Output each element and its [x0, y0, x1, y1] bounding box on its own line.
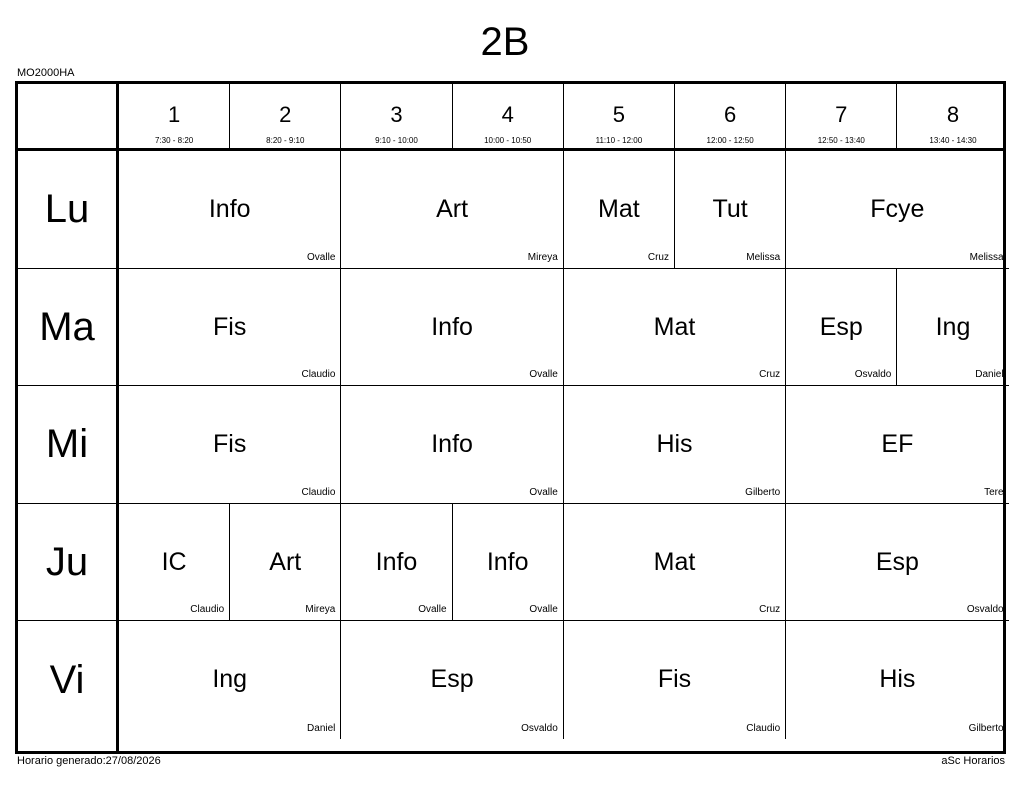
lesson-teacher: Osvaldo [966, 604, 1004, 616]
lesson-teacher: Melissa [969, 251, 1004, 263]
lesson-cell[interactable] [564, 151, 675, 269]
period-header [564, 84, 675, 148]
lesson-cell[interactable] [564, 386, 786, 504]
lesson-subject: Info [208, 195, 251, 223]
lesson-teacher: Osvaldo [854, 369, 892, 381]
lesson-subject: Esp [819, 312, 863, 341]
period-header [341, 84, 452, 148]
lesson-subject: IC [161, 547, 187, 576]
period-header [897, 84, 1008, 148]
lesson-subject: Info [431, 430, 473, 459]
lesson-cell[interactable] [675, 151, 786, 269]
period-number: 3 [390, 102, 403, 127]
lesson-teacher: Ovalle [529, 486, 558, 498]
lesson-teacher: Daniel [307, 722, 336, 734]
period-time: 9:10 - 10:00 [375, 136, 418, 145]
lesson-cell[interactable] [786, 269, 897, 387]
period-header [230, 84, 341, 148]
lesson-cell[interactable] [119, 386, 341, 504]
lesson-cell[interactable] [786, 386, 1008, 504]
period-number: 6 [723, 102, 737, 127]
lesson-subject: Fis [657, 665, 692, 694]
lesson-cell[interactable] [564, 269, 786, 387]
period-time: 12:50 - 13:40 [817, 136, 865, 145]
period-time: 11:10 - 12:00 [595, 136, 643, 145]
lesson-cell[interactable] [230, 504, 341, 622]
lesson-teacher: Tere [984, 486, 1004, 498]
generated-date: Horario generado:27/08/2026 [17, 755, 161, 767]
lesson-teacher: Osvaldo [521, 722, 558, 734]
lesson-teacher: Melissa [746, 251, 781, 263]
lesson-teacher: Cruz [759, 604, 781, 616]
lesson-teacher: Ovalle [529, 369, 558, 381]
period-number: 8 [946, 102, 960, 127]
lesson-cell[interactable] [453, 504, 564, 622]
lesson-teacher: Claudio [746, 722, 781, 734]
period-time: 8:20 - 9:10 [266, 136, 305, 145]
lesson-cell[interactable] [119, 504, 230, 622]
period-number: 5 [612, 102, 626, 127]
lesson-cell[interactable] [341, 386, 563, 504]
period-time: 10:00 - 10:50 [484, 136, 532, 145]
lesson-teacher: Claudio [301, 486, 336, 498]
lesson-teacher: Claudio [301, 369, 336, 381]
lesson-teacher: Cruz [759, 369, 781, 381]
lesson-subject: Art [269, 547, 302, 576]
lesson-subject: Ing [212, 665, 248, 694]
lesson-subject: Fis [213, 430, 247, 459]
lesson-subject: Tut [712, 195, 748, 223]
day-label: Vi [49, 657, 85, 702]
lesson-teacher: Ovalle [418, 604, 447, 616]
period-time: 7:30 - 8:20 [154, 136, 194, 145]
lesson-cell[interactable] [564, 504, 786, 622]
lesson-subject: Mat [653, 547, 696, 576]
day-label: Mi [45, 422, 89, 467]
timetable-code: MO2000HA [17, 67, 75, 79]
day-label: Ma [39, 304, 95, 349]
lesson-subject: Info [375, 547, 418, 576]
period-header [119, 84, 230, 148]
lesson-subject: Mat [598, 195, 640, 223]
lesson-teacher: Claudio [190, 604, 225, 616]
lesson-teacher: Ovalle [529, 604, 558, 616]
lesson-cell[interactable] [341, 269, 563, 387]
period-header [786, 84, 897, 148]
lesson-cell[interactable] [119, 151, 341, 269]
lesson-cell[interactable] [341, 504, 452, 622]
lesson-teacher: Mireya [527, 251, 558, 263]
lesson-cell[interactable] [897, 269, 1008, 387]
lesson-teacher: Mireya [305, 604, 336, 616]
lesson-subject: Info [486, 547, 529, 576]
timetable-title: 2B [480, 20, 530, 64]
day-label: Ju [45, 540, 89, 585]
lesson-subject: Fcye [870, 195, 925, 223]
lesson-cell[interactable] [786, 504, 1008, 622]
lesson-subject: EF [881, 430, 914, 459]
lesson-subject: Art [436, 195, 469, 223]
period-number: 7 [835, 102, 848, 127]
period-number: 2 [279, 102, 292, 127]
lesson-subject: Info [431, 312, 473, 341]
lesson-subject: His [656, 430, 693, 459]
lesson-teacher: Gilberto [745, 486, 781, 498]
lesson-subject: Esp [875, 547, 919, 576]
lesson-cell[interactable] [119, 269, 341, 387]
lesson-subject: Ing [935, 312, 971, 341]
timetable-grid [15, 81, 1006, 754]
period-header [453, 84, 564, 148]
lesson-teacher: Daniel [975, 369, 1004, 381]
lesson-subject: His [879, 665, 916, 694]
lesson-cell[interactable] [341, 151, 563, 269]
day-label: Lu [44, 187, 90, 232]
lesson-cell[interactable] [786, 151, 1008, 269]
period-time: 13:40 - 14:30 [929, 136, 977, 145]
lesson-cell[interactable] [341, 621, 563, 739]
period-header [675, 84, 786, 148]
software-credit: aSc Horarios [941, 755, 1005, 767]
period-number: 1 [167, 102, 181, 127]
lesson-teacher: Cruz [647, 251, 669, 263]
lesson-subject: Fis [213, 312, 247, 341]
lesson-subject: Esp [430, 665, 474, 694]
period-number: 4 [501, 102, 514, 127]
lesson-cell[interactable] [564, 621, 786, 739]
lesson-teacher: Ovalle [307, 251, 336, 263]
period-time: 12:00 - 12:50 [706, 136, 754, 145]
lesson-subject: Mat [653, 312, 696, 341]
lesson-teacher: Gilberto [968, 722, 1004, 734]
lesson-cell[interactable] [786, 621, 1008, 739]
lesson-cell[interactable] [119, 621, 341, 739]
